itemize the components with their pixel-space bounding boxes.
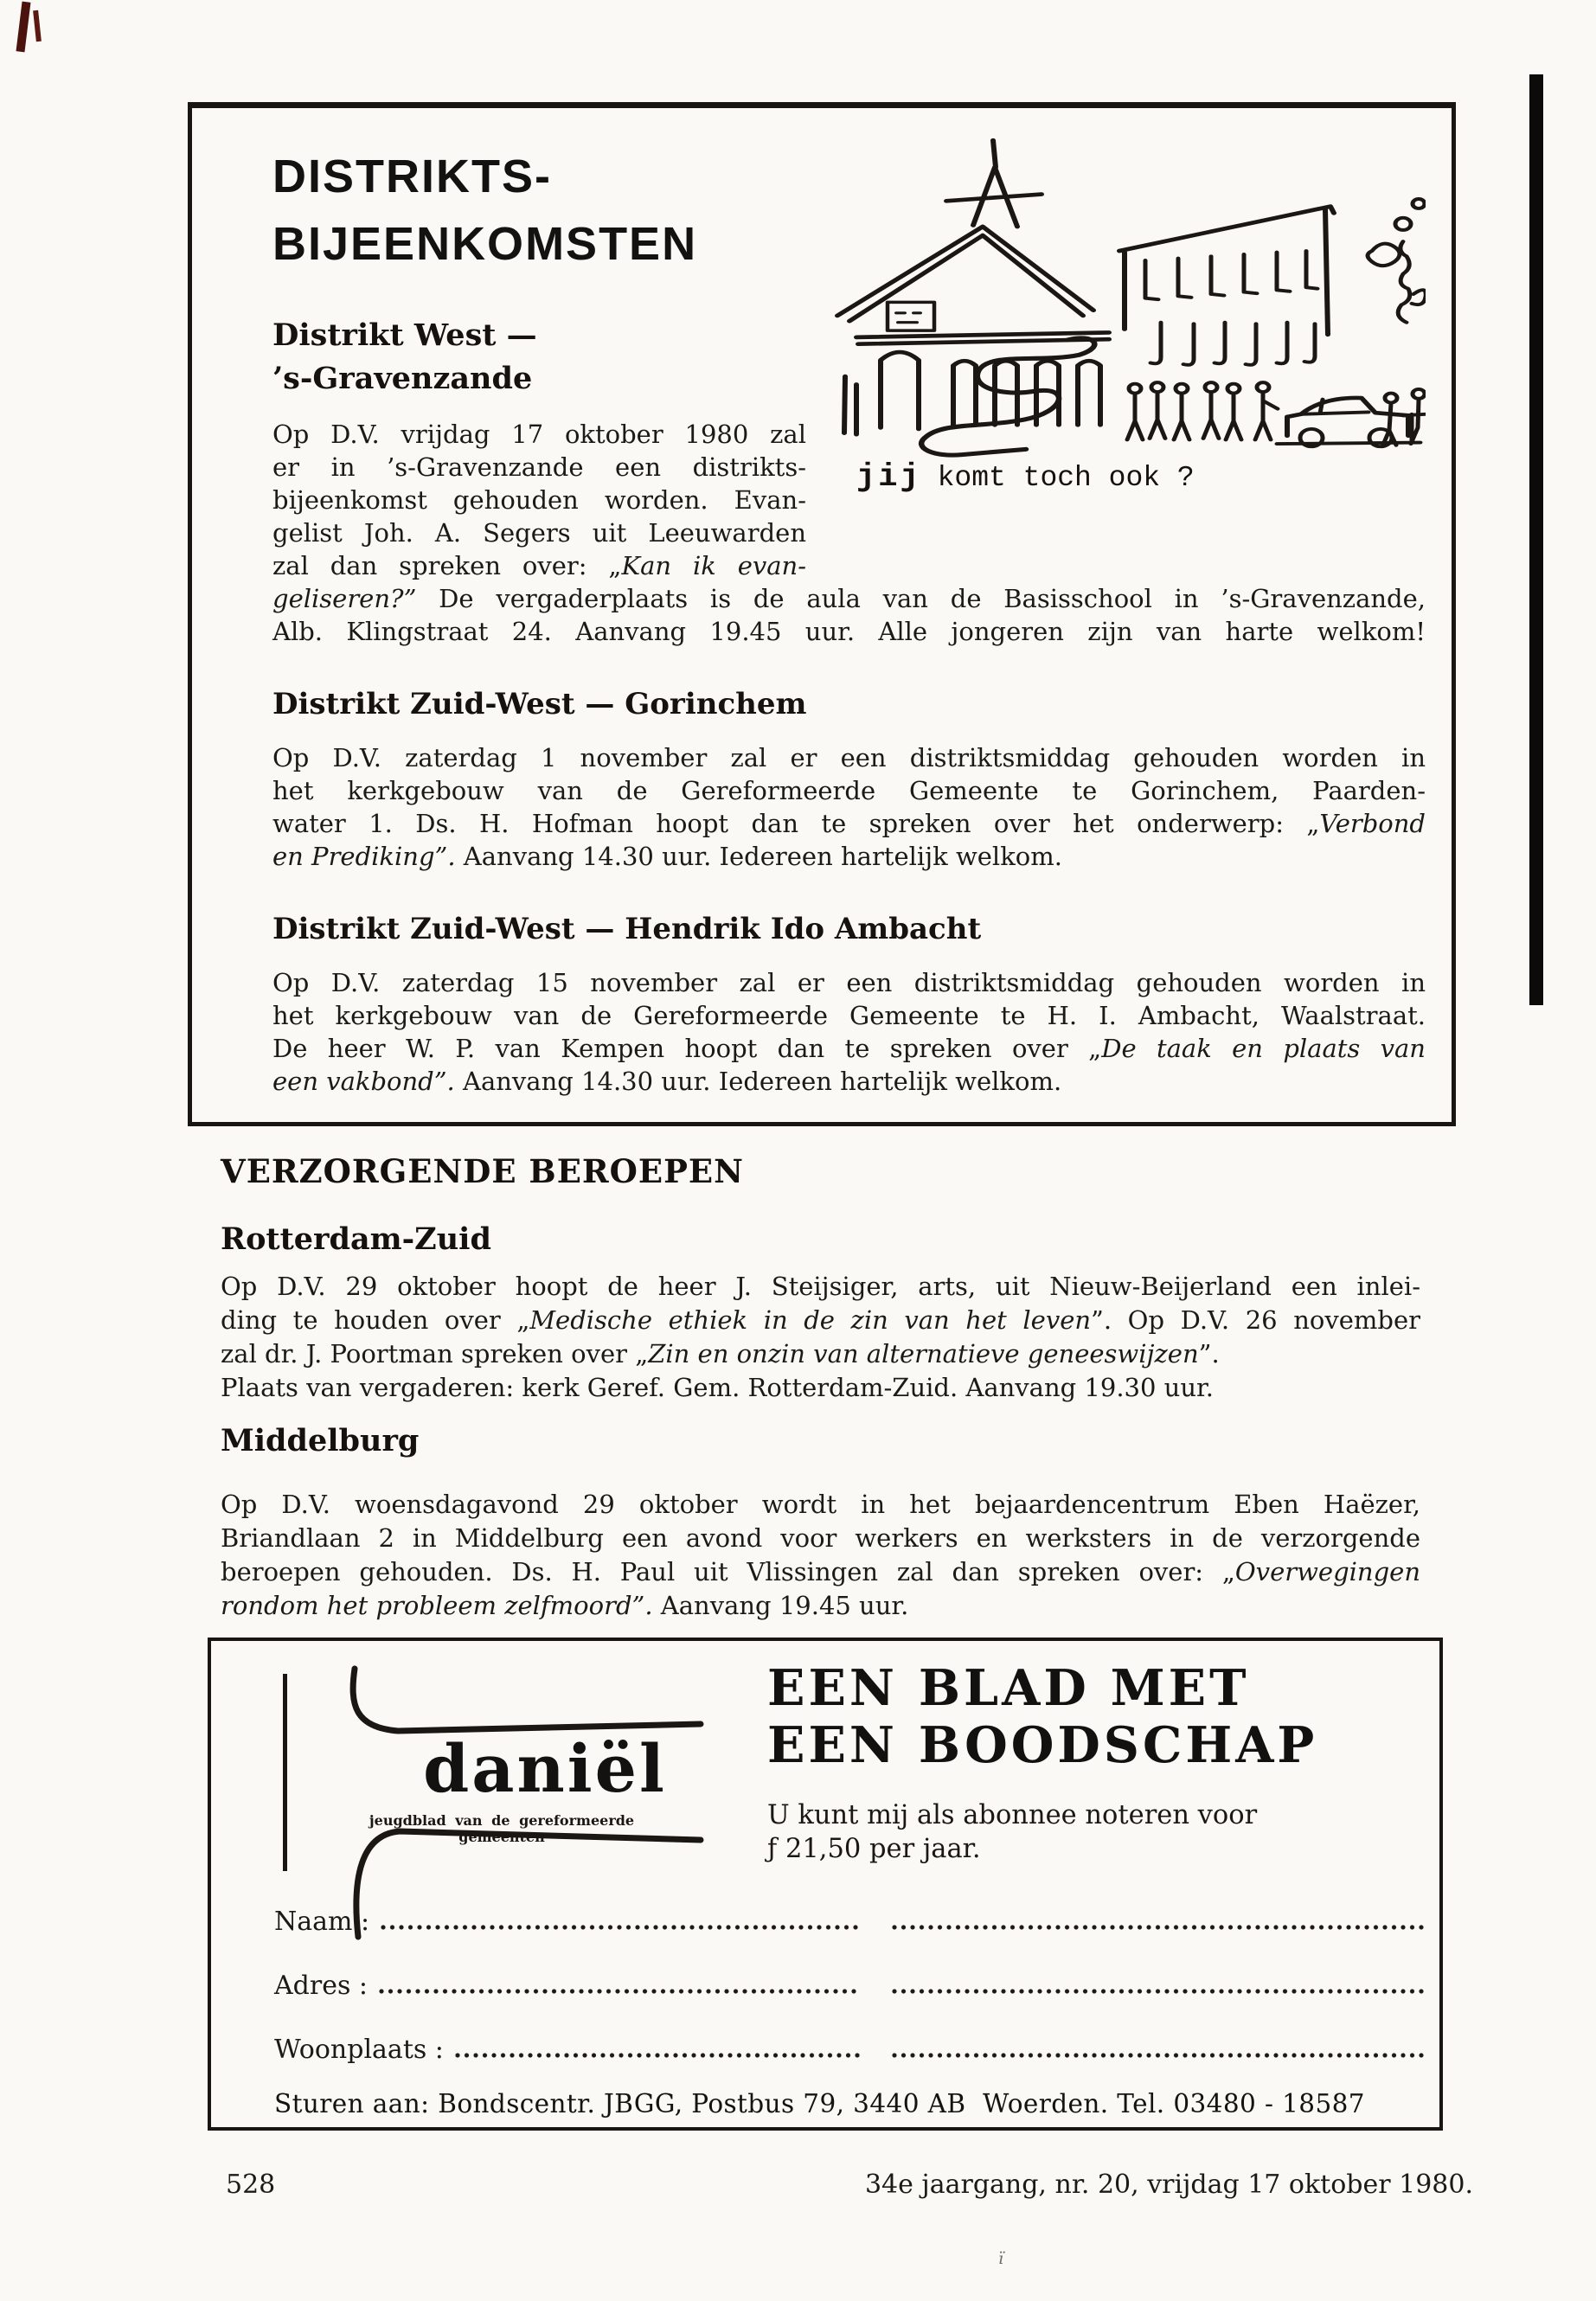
name-label: Naam : [274, 1907, 370, 1937]
address-dotted-line [891, 1988, 1425, 1995]
page-number: 528 [226, 2170, 276, 2200]
text-line: het kerkgebouw van de Gereformeerde Gemeente te Gorinchem, Paarden- [272, 776, 1426, 805]
offer-line2: ƒ 21,50 per jaar. [767, 1834, 981, 1864]
scan-ink-artifact [16, 2, 31, 53]
address-label: Adres : [274, 1971, 369, 2001]
scan-speck-artifact: ï [998, 2249, 1004, 2268]
paragraph-gorinchem [272, 741, 1426, 873]
name-dotted-line [891, 1924, 1425, 1931]
text-line: water 1. Ds. H. Hofman hoopt dan te spreken over het onderwerp: „Verbond [272, 809, 1426, 838]
name-dotted-line [380, 1924, 860, 1931]
box-title-line1: DISTRIKTS- [272, 151, 552, 202]
city-dotted-line [891, 2052, 1425, 2059]
form-row-city [274, 2029, 1425, 2065]
daniel-logo-tagline: jeugdblad van de gereformeerde gemeenten [369, 1812, 635, 1845]
heading-rotterdam-zuid: Rotterdam-Zuid [221, 1221, 491, 1257]
text-line: Op D.V. 29 oktober hoopt de heer J. Steijsiger, arts, uit Nieuw-Beijerland een inlei- [221, 1272, 1420, 1301]
section-heading-gorinchem: Distrikt Zuid-West — Gorinchem [272, 687, 807, 721]
slogan-rest: komt toch ook ? [937, 462, 1195, 494]
paragraph-rotterdam-zuid [221, 1270, 1420, 1405]
city-dotted-line [454, 2052, 860, 2059]
form-row-address [274, 1965, 1425, 2001]
slogan-emphasis: jij [856, 459, 922, 496]
text-line: zal dan spreken over: „Kan ik evan- [272, 551, 807, 580]
subscription-offer-text [767, 1798, 1257, 1866]
heading-west-line2: ’s-Gravenzande [272, 361, 533, 396]
city-label: Woonplaats : [274, 2035, 444, 2065]
text-line: een vakbond”. Aanvang 14.30 uur. Iedereen hartelijk welkom. [272, 1067, 1062, 1096]
illustration-block [806, 125, 1426, 554]
paragraph-ambacht [272, 966, 1426, 1098]
issue-info: 34e jaargang, nr. 20, vrijdag 17 oktober 1980. [864, 2170, 1473, 2200]
form-row-name [274, 1900, 1425, 1937]
address-dotted-line [378, 1988, 860, 1995]
send-to-line: Sturen aan: Bondscentr. JBGG, Postbus 79, 3440 AB Woerden. Tel. 03480 - 18587 [274, 2089, 1365, 2118]
text-line: en Prediking”. Aanvang 14.30 uur. Iedereen hartelijk welkom. [272, 842, 1062, 871]
text-line: zal dr. J. Poortman spreken over „Zin en onzin van alternatieve geneeswijzen”. [221, 1339, 1220, 1368]
text-line: Op D.V. zaterdag 15 november zal er een distriktsmiddag gehouden worden in [272, 968, 1426, 997]
text-line: Op D.V. zaterdag 1 november zal er een distriktsmiddag gehouden worden in [272, 743, 1426, 772]
scan-edge-bar-artifact [1529, 74, 1543, 1005]
text-line: Op D.V. woensdagavond 29 oktober wordt in het bejaardencentrum Eben Haëzer, [221, 1490, 1420, 1519]
text-line: er in ’s-Gravenzande een distrikts- [272, 452, 806, 482]
paragraph-middelburg [221, 1488, 1420, 1623]
section-heading-ambacht: Distrikt Zuid-West — Hendrik Ido Ambacht [272, 912, 982, 946]
ad-headline-line2: EEN BOODSCHAP [767, 1716, 1318, 1774]
text-line: bijeenkomst gehouden worden. Evan- [272, 485, 806, 515]
text-line: Briandlaan 2 in Middelburg een avond voor werkers en werksters in de verzorgende [221, 1523, 1420, 1553]
come-too-slogan [856, 459, 1195, 496]
ad-headline-line1: EEN BLAD MET [767, 1659, 1250, 1717]
care-professions-heading: VERZORGENDE BEROEPEN [221, 1152, 744, 1190]
text-line: ding te houden over „Medische ethiek in de zin van het leven”. Op D.V. 26 november [221, 1305, 1420, 1335]
scan-ink-artifact [33, 10, 42, 42]
text-line: Alb. Klingstraat 24. Aanvang 19.45 uur. Alle jongeren zijn van harte welkom! [272, 617, 1426, 646]
districts-meetings-box [188, 102, 1456, 1126]
text-line: Plaats van vergaderen: kerk Geref. Gem. Rotterdam-Zuid. Aanvang 19.30 uur. [221, 1373, 1214, 1402]
logo-vertical-rule [283, 1674, 287, 1871]
text-line: geliseren?” De vergaderplaats is de aula van de Basisschool in ’s-Gravenzande, [272, 584, 1426, 613]
text-line: gelist Joh. A. Segers uit Leeuwarden [272, 518, 806, 548]
text-line: De heer W. P. van Kempen hoopt dan te spreken over „De taak en plaats van [272, 1034, 1426, 1063]
ad-headline [767, 1660, 1317, 1774]
heading-west-line1: Distrikt West — [272, 317, 537, 353]
text-line: rondom het probleem zelfmoord”. Aanvang 19.45 uur. [221, 1591, 909, 1620]
heading-middelburg: Middelburg [221, 1423, 420, 1458]
daniel-logo-wordmark: daniël [423, 1730, 667, 1807]
offer-line1: U kunt mij als abonnee noteren voor [767, 1800, 1258, 1830]
text-line: beroepen gehouden. Ds. H. Paul uit Vlissingen zal dan spreken over: „Overwegingen [221, 1557, 1420, 1586]
text-line: Op D.V. vrijdag 17 oktober 1980 zal [272, 420, 806, 449]
text-line: het kerkgebouw van de Gereformeerde Gemeente te H. I. Ambacht, Waalstraat. [272, 1001, 1426, 1030]
daniel-subscription-ad-box [208, 1638, 1443, 2131]
box-title-line2: BIJEENKOMSTEN [272, 218, 698, 270]
